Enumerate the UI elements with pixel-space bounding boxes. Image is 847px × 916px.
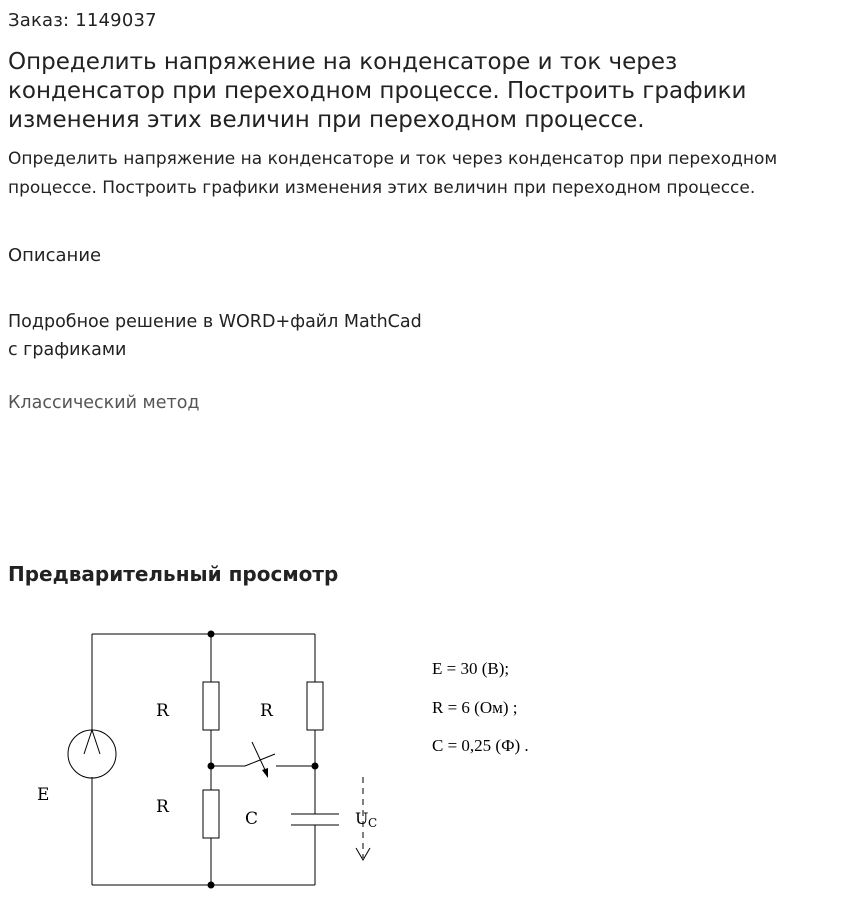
voltage-source-icon (68, 730, 116, 778)
param-C: C = 0,25 (Ф) . (432, 736, 529, 755)
label-E: E (37, 785, 50, 805)
label-Uc: U (355, 809, 369, 828)
solution-details: Подробное решение в WORD+файл MathCad с графиками (8, 312, 422, 360)
label-R-top-right: R (260, 701, 273, 721)
junction-dot (312, 763, 319, 770)
preview-heading: Предварительный просмотр (8, 562, 339, 586)
resistor-top-right (307, 682, 323, 730)
task-description: Определить напряжение на конденсаторе и ток через конденсатор при переходном процессе. Построить графики изменения этих величин при переходном процессе. (8, 149, 778, 198)
source-arrow-icon (84, 730, 100, 754)
junction-dot (208, 631, 215, 638)
label-R-top-left: R (156, 701, 169, 721)
switch-arrow-icon (262, 768, 268, 778)
label-R-bottom: R (156, 797, 169, 817)
resistor-bottom (203, 790, 219, 838)
description-heading: Описание (8, 245, 102, 266)
page-title: Определить напряжение на конденсаторе и ток через конденсатор при переходном процессе. Построить графики изменения этих величин при переходном процессе. (8, 49, 747, 133)
method-label: Классический метод (8, 393, 200, 413)
resistor-top-left (203, 682, 219, 730)
switch-arrow-line (252, 742, 266, 772)
junction-dot (208, 763, 215, 770)
parameters-list (432, 655, 529, 771)
label-Uc-subscript: C (368, 816, 378, 830)
order-number: Заказ: 1149037 (8, 10, 157, 31)
junction-dot (208, 882, 215, 889)
param-E: E = 30 (В); (432, 659, 510, 678)
label-C: C (245, 809, 259, 829)
param-R: R = 6 (Ом) ; (432, 697, 518, 717)
